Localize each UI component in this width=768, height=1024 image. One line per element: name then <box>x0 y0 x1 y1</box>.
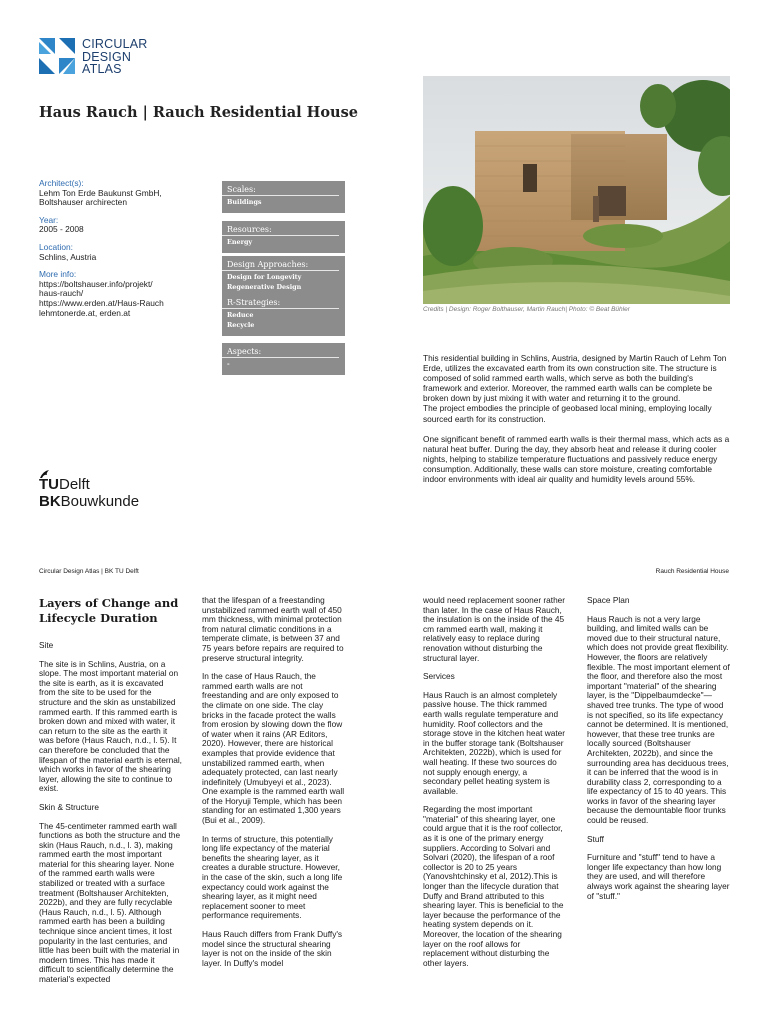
heading-services: Services <box>423 671 455 682</box>
paragraph-services: Haus Rauch is an almost completely passive house. The thick rammed earth walls regulate temperature and humidity. Roof collectors and the storage stove in the kitchen heat water in the buffer storage tank (Boltshauser Architekten, 2022b), which is used for wall heating. If these two sources do not supply enough energy, a secondary pellet heating system is available. <box>423 689 566 796</box>
house-photo-image <box>423 76 730 304</box>
photo-credits: Credits | Design: Roger Bolthauser, Martin Rauch| Photo: © Beat Bühler <box>423 306 630 313</box>
body-column-2 <box>202 596 345 977</box>
aspects-box <box>222 343 345 375</box>
more-info-link-1b[interactable]: haus-rauch/ <box>39 288 84 299</box>
section-title: Layers of Change and Lifecycle Duration <box>39 596 179 625</box>
intro-paragraph-2: One significant benefit of rammed earth walls is their thermal mass, which acts as a natural heat buffer. During the day, they absorb heat and release it during cooler nights, helping to stabilize temperature fluctuations and passively reduce energy consumption. Additionally, these walls can store moisture, creating comfortable indoor environments with ideal air quality and humidity levels around 55%. <box>423 433 730 485</box>
heading-stuff: Stuff <box>587 833 604 844</box>
bouwkunde-text: Bouwkunde <box>60 493 140 510</box>
year-value: 2005 - 2008 <box>39 224 84 235</box>
paragraph-site: The site is in Schlins, Austria, on a slope. The most important material on the site is earth, as it is excavated from the site to be used for the structure and the skin as unstabilized rammed earth. If this rammed earth is broken down and mixed with water, it can return to the site as the earth it was before (Haus Rauch, n.d., l. 5). It can therefore be concluded that the lifespan of the material earth is eternal, which works in favor of the shearing layer, allowing the site to continue to exist. <box>39 658 182 794</box>
circular-design-atlas-logo <box>39 38 169 78</box>
location-label: Location: <box>39 241 73 252</box>
architects-label: Architect(s): <box>39 178 84 188</box>
r-strategies-item-2: Recycle <box>227 321 255 329</box>
paragraph-stuff: Furniture and "stuff" tend to have a longer life expectancy than how long they are used, and will therefore always work against the shearing layer of "stuff." <box>587 852 730 901</box>
year-label: Year: <box>39 214 59 225</box>
intro-paragraph-1 <box>423 353 731 424</box>
bouwkunde-line <box>39 494 139 509</box>
paragraph-space-plan: Haus Rauch is not a very large building, and limited walls can be moved due to their structural nature, which does not provide great flexibility. However, the floors are relatively flexible. The most important element of the floor, and therefore also the most important "material" of the shearing layer, is the "Dippelbaumdecke"—shaved tree trunks. The type of wood is not specified, so its life expectancy cannot be determined. It is mentioned, however, that these tree trunks are locally sourced (Boltshauser Architekten, 2022b), and since the surrounding area has deciduous trees, it can be inferred that the wood is in durability class 2, corresponding to a life expectancy of 15 to 40 years. This works in favor of the shearing layer because the demountable floor trunks could be reused. <box>587 613 730 826</box>
project-meta <box>39 179 189 318</box>
paragraph-skin-structure: The 45-centimeter rammed earth wall functions as both the structure and the skin (Haus Rauch, n.d., l. 3), making rammed earth the most important material for this shearing layer. None of the rammed earth walls were stabilized or treated with a surface treatment (Boltshauser Architekten, 2022b), and they are fully recyclable (Haus Rauch, n.d., l. 5). Although rammed earth has been a building technique since ancient times, it lost popularity in the last centuries, and little has been built with the material in modern times. This has made it difficult to scientifically determine the material's expected <box>39 820 181 984</box>
tudelft-line <box>39 477 90 492</box>
page-title: Haus Rauch | Rauch Residential House <box>39 104 358 121</box>
col2-paragraph-2: In the case of Haus Rauch, the rammed earth walls are not freestanding and are only exposed to the climate on one side. The clay bricks in the facade protect the walls from erosion by slowing down the flow of water when it rains (AR Editors, 2020). However, there are historical examples that provide evidence that unstabilized rammed earth, when adequately protected, can last nearly indefinitely (Umubyeyi et al., 2023). One example is the rammed earth wall of the Horyuji Temple, which has been standing for an estimated 1,300 years (Bui et al., 2009). <box>202 671 345 826</box>
footer-right: Rauch Residential House <box>655 568 729 575</box>
architects-value-2: Boltshauser archirecten <box>39 197 127 208</box>
intro-p1-text: This residential building in Schlins, Austria, designed by Martin Rauch of Lehm Ton Erde, utilizes the excavated earth from its own construction site. The structure is composed of solid rammed earth walls, which serve as both the building's framework and exterior. Moreover, the rammed earth walls can be complete be broken down by just mixing it with water and returning it to the ground. <box>423 353 727 404</box>
body-column-4 <box>587 596 730 910</box>
logo-line-2: DESIGN <box>82 49 132 64</box>
aspects-label: Aspects: <box>222 343 339 358</box>
scales-box <box>222 181 345 213</box>
more-info-link-3[interactable]: lehmtonerde.at, erden.at <box>39 307 131 318</box>
aspects-item: - <box>227 360 230 368</box>
approaches-item-2: Regenerative Design <box>227 283 302 291</box>
bk-text: BK <box>39 493 61 510</box>
logo-line-1: CIRCULAR <box>82 37 148 51</box>
col2-paragraph-1: that the lifespan of a freestanding unstabilized rammed earth wall of 450 mm thickness, with minimal protection from natural climatic conditions in a temperate climate, is between 37 and 75 years before repairs are required to preserve structural integrity. <box>202 595 344 663</box>
delft-text: Delft <box>59 476 90 493</box>
project-intro <box>423 353 731 494</box>
house-photo <box>423 76 730 304</box>
approaches-item-1: Design for Longevity <box>227 273 302 281</box>
r-strategies-item-1: Reduce <box>227 311 254 319</box>
resources-box <box>222 221 345 253</box>
intro-p1b-text: The project embodies the principle of geobased local mining, employing locally sourced earth for its construction. <box>423 403 712 424</box>
more-info-link-2[interactable]: https://www.erden.at/Haus-Rauch <box>39 297 164 308</box>
paragraph-roof-collector: Regarding the most important "material" of this shearing layer, one could argue that it is the roof collector, as it is one of the primary energy suppliers. According to Solvari and Solvari (2020), the lifespan of a roof collector is 20 to 25 years (Yanovshtchinsky et al, 2012).This is longer than the lifecycle duration that Duffy and Brand attributed to this shearing layer. This is beneficial to the layer because the performance of the heating system depends on it. Moreover, the location of the shearing layer on the roof allows for replacement without disturbing the other layers. <box>423 804 564 968</box>
scales-label: Scales: <box>222 181 339 196</box>
heading-site: Site <box>39 640 54 650</box>
body-column-1 <box>39 596 182 994</box>
scales-item: Buildings <box>227 198 262 206</box>
r-strategies-label: R-Strategies: <box>222 294 339 309</box>
tudelft-logo <box>39 469 169 509</box>
body-column-3 <box>423 596 566 977</box>
atlas-logo-icon <box>39 38 75 74</box>
logo-line-3: ATLAS <box>82 62 122 76</box>
resources-label: Resources: <box>222 221 339 236</box>
col3-paragraph-1: would need replacement sooner rather than later. In the case of Haus Rauch, the insulation is on the inside of the 45 cm rammed earth wall, making it relatively easy to replace during renovation without disturbing the structural layer. <box>423 595 566 663</box>
logo-wordmark <box>82 38 148 76</box>
architects-value-1: Lehm Ton Erde Baukunst GmbH, <box>39 187 162 198</box>
more-info-label: More info: <box>39 269 77 280</box>
col2-paragraph-3: In terms of structure, this potentially long life expectancy of the material benefits the shearing layer, as it creates a durable structure. However, in the case of the skin, such a long life expectancy could work against the shearing layer, as it might need replacement sooner to meet performance requirements. <box>202 833 343 921</box>
approaches-label: Design Approaches: <box>222 256 339 271</box>
heading-space-plan: Space Plan <box>587 595 630 605</box>
resources-item: Energy <box>227 238 253 246</box>
tu-text: TU <box>39 476 59 493</box>
footer-left: Circular Design Atlas | BK TU Delft <box>39 568 139 575</box>
approaches-box <box>222 256 345 336</box>
more-info-link-1[interactable]: https://boltshauser.info/projekt/ <box>39 278 153 289</box>
heading-skin-structure: Skin & Structure <box>39 801 99 812</box>
location-value: Schlins, Austria <box>39 251 97 262</box>
col2-paragraph-4: Haus Rauch differs from Frank Duffy's model since the structural shearing layer is not on the inside of the skin layer. In Duffy's model <box>202 929 343 968</box>
